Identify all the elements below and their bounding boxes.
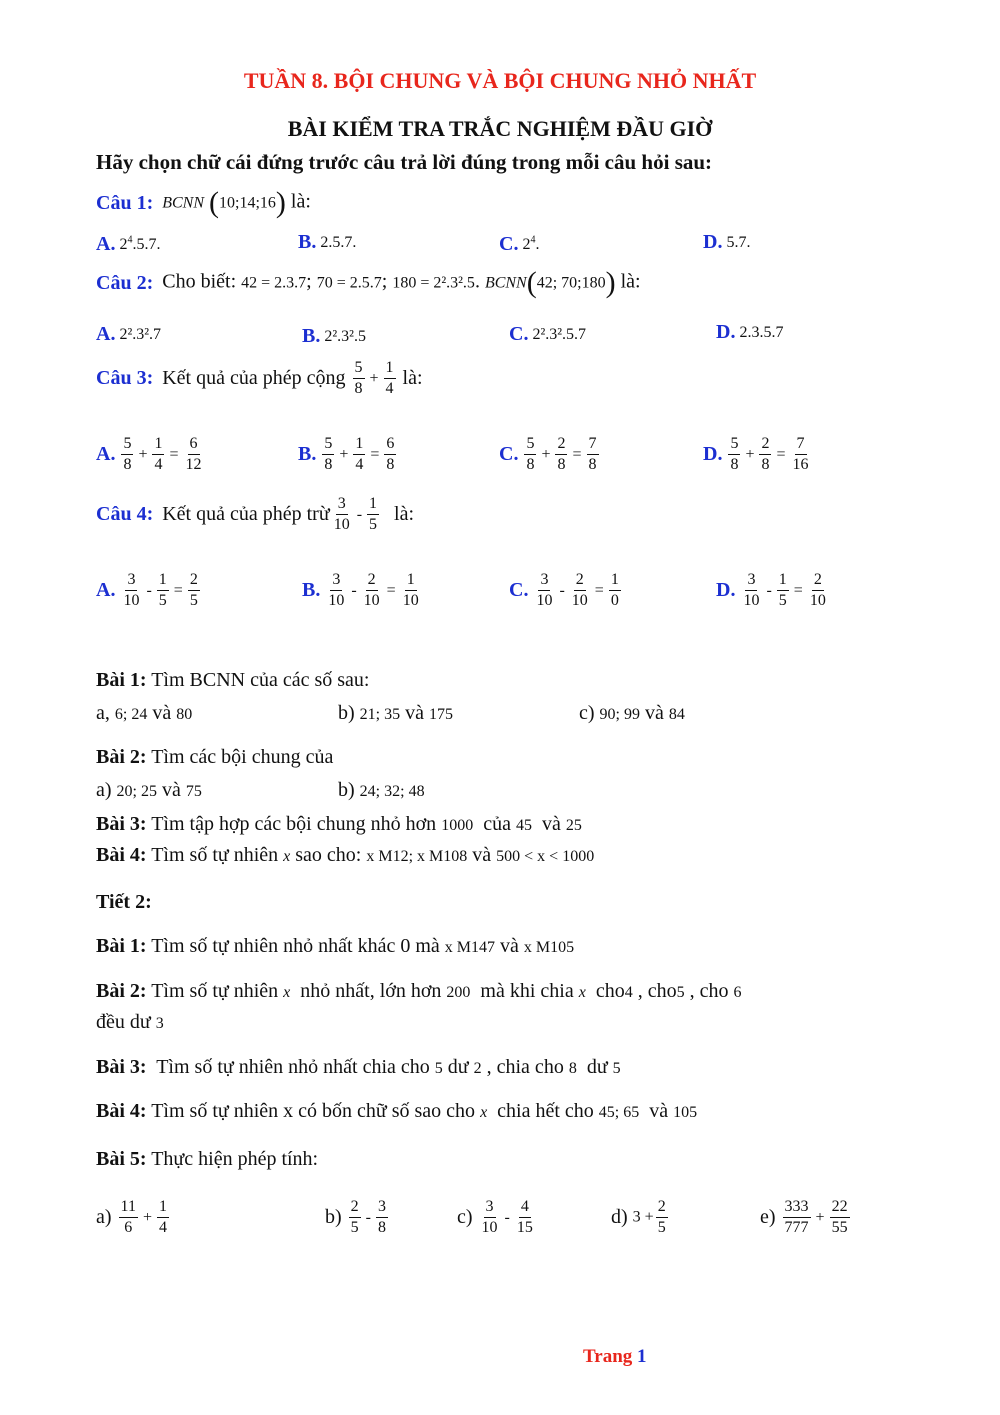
exercise-1: Bài 1: Tìm số tự nhiên nhỏ nhất khác 0 mà x M147 và x M105 xyxy=(96,935,575,957)
calc-item: c) $\frac{3}{10}$ - $\frac{4}{15}$ xyxy=(457,1198,533,1236)
question-1: Câu 1: BCNN (10;14;16) là: xyxy=(96,186,311,219)
answer-option[interactable]: B. 2².3².5 xyxy=(302,324,366,347)
exercise-item: a, 6; 24 và 80 xyxy=(96,702,193,724)
answer-text: 2.5.7. xyxy=(320,234,357,251)
factor-70: 70 = 2.5.7 xyxy=(316,274,382,292)
answer-option[interactable]: A. $\frac{5}{8}$ + $\frac{1}{4}$ = $\frac{6}{12}$ xyxy=(96,435,202,473)
answer-text: 5.7. xyxy=(726,234,751,251)
answer-option[interactable]: C. 2².3².5.7 xyxy=(509,322,587,345)
answer-option[interactable]: C. $2^4$. xyxy=(499,232,540,255)
exercise-2-cont: đều dư 3 xyxy=(96,1011,164,1033)
exercise-1: Bài 1: Tìm BCNN của các số sau: xyxy=(96,669,370,691)
question-2: Câu 2: Cho biết: 42 = 2.3.7; 70 = 2.5.7; 180 = 2².3².5. BCNN(42; 70;180) là: xyxy=(96,266,641,299)
calc-item: e) $\frac{333}{777}$ + $\frac{22}{55}$ xyxy=(760,1198,848,1236)
exercise-4: Bài 4: Tìm số tự nhiên x có bốn chữ số sao cho x chia hết cho 45; 65 và 105 xyxy=(96,1100,698,1122)
question-3: Câu 3: Kết quả của phép cộng $\frac{5}{8}$ + $\frac{1}{4}$ là: xyxy=(96,359,423,397)
calc-item: b) $\frac{2}{5}$ - $\frac{3}{8}$ xyxy=(325,1198,386,1236)
exercise-item: a) 20; 25 và 75 xyxy=(96,779,202,801)
page-number: Trang 1 xyxy=(583,1346,647,1367)
page-title: TUẦN 8. BỘI CHUNG VÀ BỘI CHUNG NHỎ NHẤT xyxy=(243,68,757,93)
factor-42: 42 = 2.3.7 xyxy=(241,274,307,292)
answer-option[interactable]: A. $\frac{3}{10}$ - $\frac{1}{5}$ = $\frac{2}{5}$ xyxy=(96,571,198,609)
page-subtitle: BÀI KIỂM TRA TRẮC NGHIỆM ĐẦU GIỜ xyxy=(287,116,713,141)
answer-option[interactable]: D. $\frac{3}{10}$ - $\frac{1}{5}$ = $\frac{2}{10}$ xyxy=(716,571,826,609)
answer-option[interactable]: B. $\frac{5}{8}$ + $\frac{1}{4}$ = $\frac{6}{8}$ xyxy=(298,435,395,473)
calc-item: a) $\frac{11}{6}$ + $\frac{1}{4}$ xyxy=(96,1198,167,1236)
bcnn-args: 10;14;16 xyxy=(219,194,276,212)
exercise-4: Bài 4: Tìm số tự nhiên x sao cho: x M12; x M108 và 500 < x < 1000 xyxy=(96,844,595,866)
calc-item: d) 3 + $\frac{2}{5}$ xyxy=(611,1198,666,1236)
exercise-3: Bài 3: Tìm tập hợp các bội chung nhỏ hơn 1000 của 45 và 25 xyxy=(96,813,582,835)
answer-text: $2^4.5.7$. xyxy=(119,234,161,253)
question-tail: là: xyxy=(290,190,311,213)
answer-option[interactable]: D. 2.3.5.7 xyxy=(716,320,784,343)
exercise-item: c) 90; 99 và 84 xyxy=(579,702,685,724)
section-heading: Tiết 2: xyxy=(96,891,152,913)
answer-text: $2^4$. xyxy=(522,234,540,253)
instruction: Hãy chọn chữ cái đứng trước câu trả lời đúng trong mỗi câu hỏi sau: xyxy=(96,150,713,174)
question-4: Câu 4: Kết quả của phép trừ $\frac{3}{10}$ - $\frac{1}{5}$ là: xyxy=(96,495,415,533)
factor-180: 180 = 2².3².5 xyxy=(392,274,475,292)
exercise-3: Bài 3: Tìm số tự nhiên nhỏ nhất chia cho 5 dư 2 , chia cho 8 dư 5 xyxy=(96,1056,621,1078)
answer-option[interactable]: D. 5.7. xyxy=(703,230,751,253)
exercise-5: Bài 5: Thực hiện phép tính: xyxy=(96,1148,319,1170)
answer-option[interactable]: B. 2.5.7. xyxy=(298,230,357,253)
exercise-2: Bài 2: Tìm các bội chung của xyxy=(96,746,334,768)
answer-option[interactable]: C. $\frac{5}{8}$ + $\frac{2}{8}$ = $\frac{7}{8}$ xyxy=(499,435,597,473)
exercise-item: b) 21; 35 và 175 xyxy=(338,702,454,724)
exercise-item: b) 24; 32; 48 xyxy=(338,779,425,801)
answer-option[interactable]: A. 2².3².7 xyxy=(96,322,162,345)
answer-option[interactable]: B. $\frac{3}{10}$ - $\frac{2}{10}$ = $\frac{1}{10}$ xyxy=(302,571,419,609)
bcnn-expr: BCNN xyxy=(162,194,205,212)
answer-option[interactable]: A. $2^4.5.7$. xyxy=(96,232,161,255)
answer-option[interactable]: C. $\frac{3}{10}$ - $\frac{2}{10}$ = $\frac{1}{0}$ xyxy=(509,571,619,609)
exercise-2: Bài 2: Tìm số tự nhiên x nhỏ nhất, lớn hơn 200 mà khi chia x cho4 , cho5 , cho 6 xyxy=(96,980,742,1002)
answer-option[interactable]: D. $\frac{5}{8}$ + $\frac{2}{8}$ = $\frac{7}{16}$ xyxy=(703,435,809,473)
question-label: Câu 1: xyxy=(96,191,154,214)
